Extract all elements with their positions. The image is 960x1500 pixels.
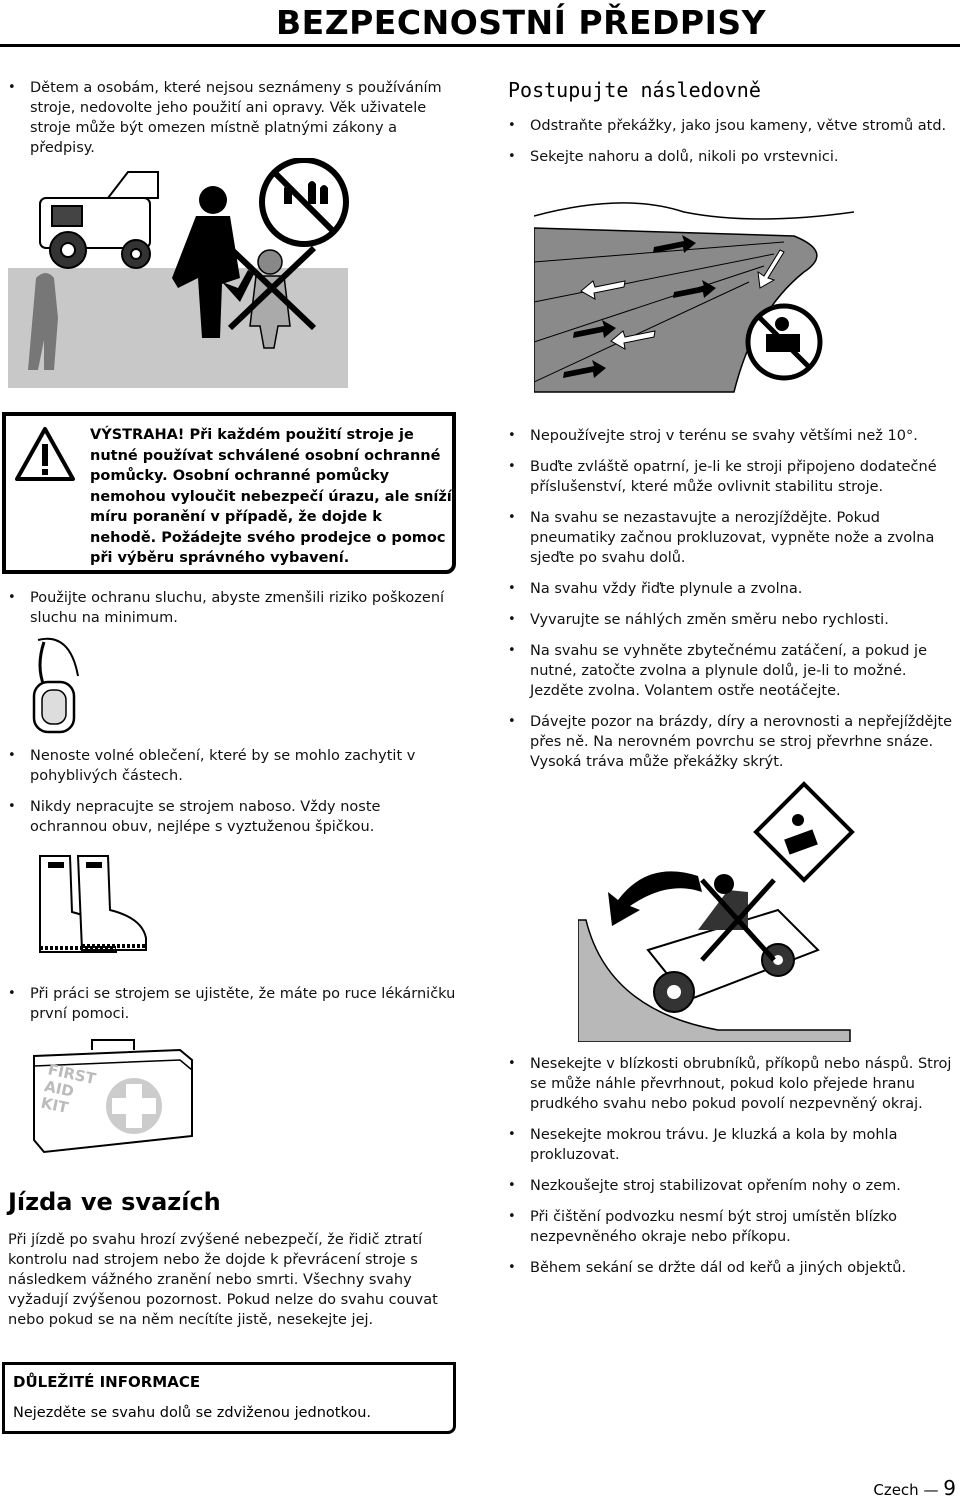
boots-icon [30, 852, 150, 962]
left-top-section [8, 78, 460, 169]
title-rule [0, 44, 960, 47]
bullet-bushes: • Během sekání se držte dál od keřů a jiných objektů. [508, 1258, 956, 1278]
important-box [2, 1362, 456, 1434]
bullet-first-aid: • Při práci se strojem se ujistěte, že máte po ruce lékárničku první pomoci. [8, 984, 460, 1024]
slopes-section [8, 1188, 460, 1330]
bullet-slope-limit: • Nepoužívejte stroj v terénu se svahy většími než 10°. [508, 426, 956, 446]
page-title: BEZPECNOSTNÍ PŘEDPISY [276, 3, 767, 42]
clothes-shoes-section [8, 746, 460, 848]
bullet-curbs-ditches: • Nesekejte v blízkosti obrubníků, příkopů nebo náspů. Stroj se může náhle převrhnout, pokud kolo přejede hranu prudkého svahu nebo pokud povolí nezpevněný okraj. [508, 1054, 956, 1114]
section-heading-procedure: Postupujte následovně [508, 78, 761, 102]
page-footer [873, 1476, 956, 1500]
footer-dash: — [923, 1481, 939, 1499]
hearing-section [8, 588, 460, 639]
tractor-tipping-icon [648, 874, 818, 1012]
warning-box [2, 412, 456, 574]
bullet-no-stop: • Na svahu se nezastavujte a nerozjíždějte. Pokud pneumatiky začnou prokluzovat, vypněte nože a zvolna sjeďte po svahu dolů. [508, 508, 956, 568]
bullet-accessories: • Buďte zvláště opatrní, je-li ke stroji připojeno dodatečné příslušenství, které může ovlivnit stabilitu stroje. [508, 457, 956, 497]
bullet-hearing: • Použijte ochranu sluchu, abyste zmenšili riziko poškození sluchu na minimum. [8, 588, 460, 628]
bullet-turning: • Na svahu se vyhněte zbytečnému zatáčení, a pokud je nutné, zatočte zvolna a plynule dolů, je-li to možné. Jezděte zvolna. Volantem ostře neotáčejte. [508, 641, 956, 701]
bullet-children: • Dětem a osobám, které nejsou seznámeny s používáním stroje, nedovolte jeho použití ani opravy. Věk uživatele stroje může být omezen místně platnými zákony a předpisy. [8, 78, 460, 158]
bullet-mow-direction: • Sekejte nahoru a dolů, nikoli po vrstevnici. [508, 147, 956, 167]
warning-text: VÝSTRAHA! Při každém použití stroje je nutné používat schválené osobní ochranné pomůcky. Osobní ochranné pomůcky nemohou vyloučit nebezpečí úrazu, ale sníží míru poranění v případě, že dojde k nehodě. Požádejte svého prodejce o pomoc při výběru správného vybavení. [90, 427, 452, 566]
bullet-obstacles: • Odstraňte překážky, jako jsou kameny, větve stromů atd. [508, 116, 956, 136]
important-heading: DŮLEŽITÉ INFORMACE [13, 1373, 201, 1391]
warning-triangle-icon [14, 426, 76, 482]
tractor-icon [40, 172, 158, 268]
first-aid-section [8, 984, 460, 1035]
right-top-section [508, 78, 956, 178]
curved-arrow-icon [608, 871, 702, 926]
illustration-slope-mowing [534, 192, 854, 402]
illustration-tractor-overturn [578, 780, 858, 1042]
rollover-warning-sign-icon [756, 784, 852, 880]
slope-rules-section [508, 426, 956, 783]
bullet-cleaning: • Při čištění podvozku nesmí být stroj umístěn blízko nezpevněného okraje nebo příkopu. [508, 1207, 956, 1247]
bullet-wet-grass: • Nesekejte mokrou trávu. Je kluzká a kola by mohla prokluzovat. [508, 1125, 956, 1165]
page-number: 9 [943, 1476, 956, 1500]
slopes-paragraph: Při jízdě po svahu hrozí zvýšené nebezpečí, že řidič ztratí kontrolu nad strojem nebo že dojde k převrácení stroje s následkem vážného zranění nebo smrti. Všechny svahy vyžadují zvýšenou pozornost. Pokud nelze do svahu couvat nebo pokud se na něm necítíte jistě, nesekejte jej. [8, 1232, 438, 1328]
footer-language: Czech [873, 1481, 919, 1499]
no-crosswise-mowing-sign-icon [748, 306, 820, 378]
edge-rules-section [508, 1054, 956, 1289]
illustration-children-tractor [8, 158, 350, 390]
bullet-ruts-holes: • Dávejte pozor na brázdy, díry a nerovnosti a nepřejíždějte přes ně. Na nerovném povrchu se stroj převrhne snáze. Vysoká tráva může překážky skrýt. [508, 712, 956, 772]
slopes-heading: Jízda ve svazích [8, 1188, 221, 1216]
bullet-sudden-changes: • Vyvarujte se náhlých změn směru nebo rychlosti. [508, 610, 956, 630]
important-text: Nejezděte se svahu dolů se zdviženou jednotkou. [13, 1405, 372, 1421]
first-aid-kit-label: FIRST AID KIT [39, 1060, 98, 1117]
bullet-drive-smooth: • Na svahu vždy řiďte plynule a zvolna. [508, 579, 956, 599]
bullet-shoes: • Nikdy nepracujte se strojem naboso. Vždy noste ochrannou obuv, nejlépe s vyztuženou špičkou. [8, 797, 460, 837]
bullet-foot-stabilize: • Nezkoušejte stroj stabilizovat opřením nohy o zem. [508, 1176, 956, 1196]
bullet-clothes: • Nenoste volné oblečení, které by se mohlo zachytit v pohyblivých částech. [8, 746, 460, 786]
ear-protection-icon [30, 636, 90, 736]
no-children-sign-icon [262, 160, 346, 244]
